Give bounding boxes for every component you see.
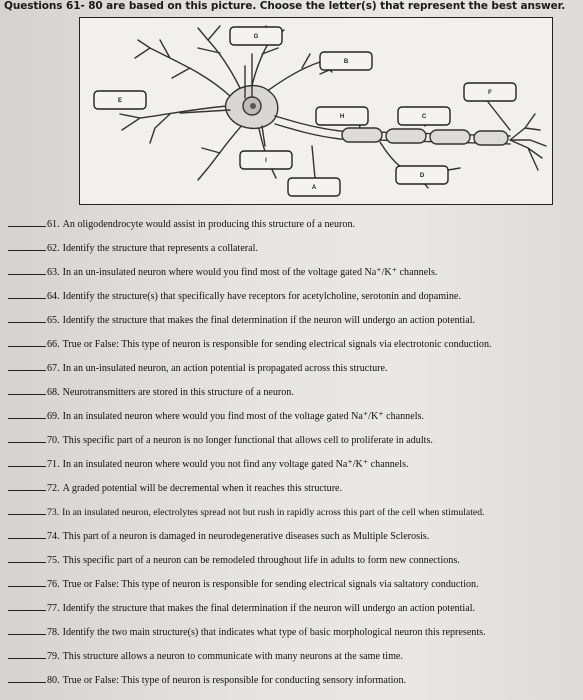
question-70: 70. This specific part of a neuron is no longer functional that allows cell to proliferate in adults. xyxy=(8,435,433,447)
label-d: D xyxy=(419,173,425,179)
answer-blank[interactable] xyxy=(8,538,46,539)
answer-blank[interactable] xyxy=(8,442,46,443)
answer-blank[interactable] xyxy=(8,322,46,323)
answer-blank[interactable] xyxy=(8,274,46,275)
question-72: 72. A graded potential will be decremental when it reaches this structure. xyxy=(8,483,342,495)
answer-blank[interactable] xyxy=(8,658,46,659)
label-b: B xyxy=(343,59,349,65)
answer-blank[interactable] xyxy=(8,298,46,299)
question-63: 63. In an un-insulated neuron where would you find most of the voltage gated Na⁺/K⁺ channels. xyxy=(8,267,437,279)
question-76: 76. True or False: This type of neuron is responsible for sending electrical signals via saltatory conduction. xyxy=(8,579,479,591)
label-i: I xyxy=(265,158,267,164)
question-64: 64. Identify the structure(s) that specifically have receptors for acetylcholine, serotonin and dopamine. xyxy=(8,291,461,303)
answer-blank[interactable] xyxy=(8,490,46,491)
label-c: C xyxy=(421,114,427,120)
question-80: 80. True or False: This type of neuron is responsible for conducting sensory information. xyxy=(8,675,406,687)
question-79: 79. This structure allows a neuron to communicate with many neurons at the same time. xyxy=(8,651,403,663)
label-h: H xyxy=(339,114,345,120)
label-f: F xyxy=(488,90,492,96)
answer-blank[interactable] xyxy=(8,610,46,611)
question-68: 68. Neurotransmitters are stored in this structure of a neuron. xyxy=(8,387,294,399)
label-a: A xyxy=(311,185,317,191)
question-78: 78. Identify the two main structure(s) that indicates what type of basic morphological neuron this represents. xyxy=(8,627,486,639)
label-g: G xyxy=(253,34,259,40)
answer-blank[interactable] xyxy=(8,562,46,563)
question-65: 65. Identify the structure that makes the final determination if the neuron will undergo an action potential. xyxy=(8,315,475,327)
answer-blank[interactable] xyxy=(8,394,46,395)
answer-blank[interactable] xyxy=(8,370,46,371)
question-77: 77. Identify the structure that makes the final determination if the neuron will undergo an action potential. xyxy=(8,603,475,615)
label-e: E xyxy=(117,98,123,104)
answer-blank[interactable] xyxy=(8,514,46,515)
answer-blank[interactable] xyxy=(8,634,46,635)
answer-blank[interactable] xyxy=(8,346,46,347)
answer-blank[interactable] xyxy=(8,466,46,467)
question-61: 61. An oligodendrocyte would assist in producing this structure of a neuron. xyxy=(8,219,355,231)
answer-blank[interactable] xyxy=(8,418,46,419)
question-71: 71. In an insulated neuron where would you not find any voltage gated Na⁺/K⁺ channels. xyxy=(8,459,409,471)
answer-blank[interactable] xyxy=(8,586,46,587)
answer-blank[interactable] xyxy=(8,682,46,683)
question-74: 74. This part of a neuron is damaged in neurodegenerative diseases such as Multiple Sclerosis. xyxy=(8,531,429,543)
question-67: 67. In an un-insulated neuron, an action potential is propagated across this structure. xyxy=(8,363,388,375)
question-66: 66. True or False: This type of neuron is responsible for sending electrical signals via electrotonic conduction. xyxy=(8,339,492,351)
page-header: Questions 61- 80 are based on this picture. Choose the letter(s) that represent the best answer. xyxy=(4,0,566,12)
question-75: 75. This specific part of a neuron can be remodeled throughout life in adults to form new connections. xyxy=(8,555,460,567)
question-69: 69. In an insulated neuron where would you find most of the voltage gated Na⁺/K⁺ channels. xyxy=(8,411,424,423)
question-62: 62. Identify the structure that represents a collateral. xyxy=(8,243,258,255)
answer-blank[interactable] xyxy=(8,226,46,227)
answer-blank[interactable] xyxy=(8,250,46,251)
question-73: 73. In an insulated neuron, electrolytes spread not but rush in rapidly across this part of the cell when stimulated. xyxy=(8,507,484,519)
